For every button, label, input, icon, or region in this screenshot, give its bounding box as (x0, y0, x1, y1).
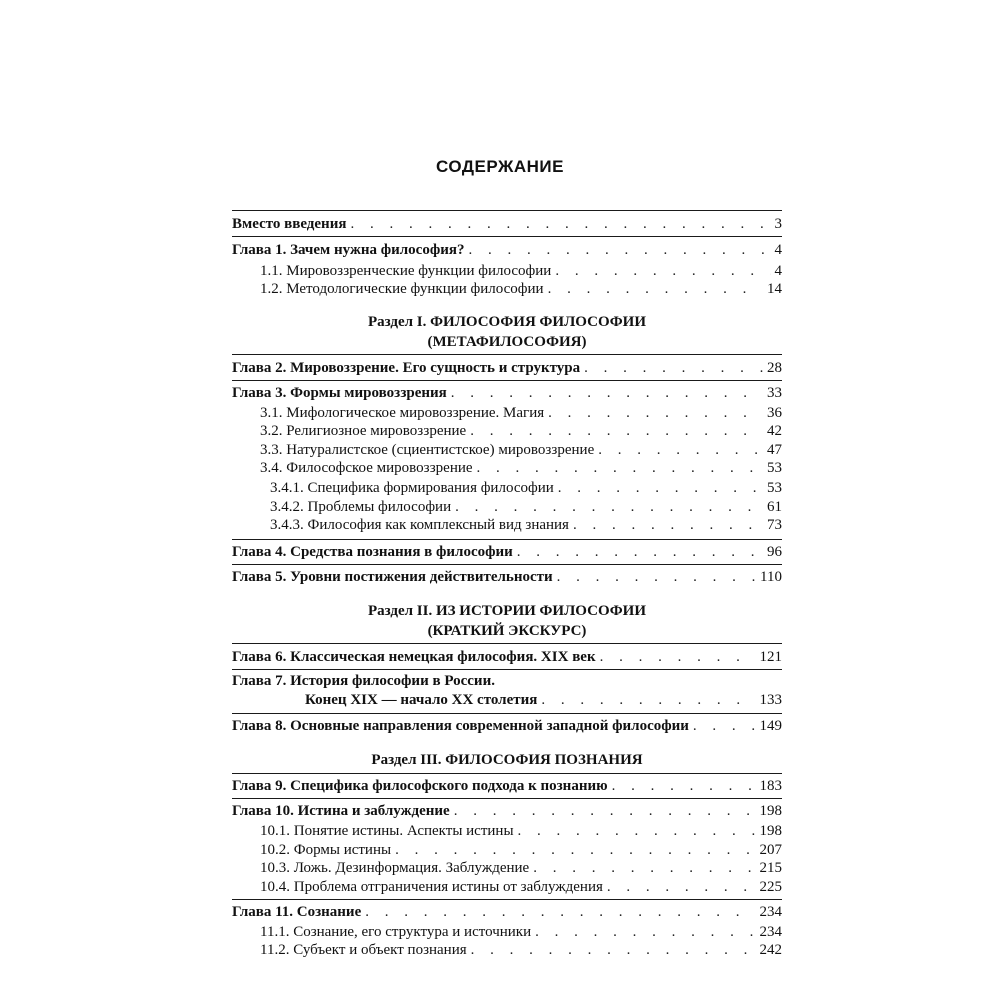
divider (232, 643, 782, 644)
toc-entry-label: 10.4. Проблема отграничения истины от заблуждения (260, 879, 603, 895)
toc-entry-page: 28 (767, 360, 782, 376)
divider (232, 669, 782, 670)
toc-entry-section-11-2[interactable] (260, 940, 782, 960)
toc-entry-section-10-4[interactable] (260, 877, 782, 897)
dot-leader (607, 877, 756, 897)
toc-entry-page: 207 (759, 842, 782, 858)
toc-entry-section-3-4-1[interactable] (270, 478, 782, 498)
dot-leader (548, 403, 763, 423)
toc-entry-chapter-3[interactable] (232, 383, 782, 403)
divider (232, 899, 782, 900)
part-heading-1 (232, 312, 782, 352)
toc-entry-section-11-1[interactable] (260, 922, 782, 942)
toc-entry-label: 1.1. Мировоззренческие функции философии (260, 263, 552, 279)
toc-entry-label: Глава 4. Средства познания в философии (232, 544, 513, 560)
toc-entry-section-3-4-3[interactable] (270, 515, 782, 535)
toc-entry-label-line: Глава 7. История философии в России. (232, 673, 495, 689)
toc-entry-section-1-2[interactable] (260, 279, 782, 299)
toc-entry-page: 4 (774, 263, 782, 279)
toc-entry-page: 73 (767, 517, 782, 533)
toc-entry-section-3-4[interactable] (260, 458, 782, 478)
toc-entry-section-10-1[interactable] (260, 821, 782, 841)
dot-leader (468, 240, 770, 260)
dot-leader (454, 801, 756, 821)
toc-entry-page: 183 (759, 778, 782, 794)
toc-entry-page: 96 (767, 544, 782, 560)
toc-entry-label: 10.1. Понятие истины. Аспекты истины (260, 823, 514, 839)
toc-entry-label: 3.4.1. Специфика формирования философии (270, 480, 554, 496)
toc-entry-page: 234 (759, 924, 782, 940)
toc-entry-label: 3.3. Натуралистское (сциентистское) мировоззрение (260, 442, 595, 458)
toc-entry-section-10-2[interactable] (260, 840, 782, 860)
divider (232, 713, 782, 714)
toc-entry-page: 133 (759, 692, 782, 708)
dot-leader (558, 478, 763, 498)
toc-entry-page: 215 (759, 860, 782, 876)
dot-leader (541, 690, 755, 710)
toc-entry-section-10-3[interactable] (260, 858, 782, 878)
toc-entry-chapter-6[interactable] (232, 647, 782, 667)
dot-leader (693, 716, 756, 736)
divider (232, 539, 782, 540)
toc-entry-label: 1.2. Методологические функции философии (260, 281, 544, 297)
dot-leader (350, 214, 770, 234)
toc-entry-label: Глава 5. Уровни постижения действительности (232, 569, 553, 585)
dot-leader (598, 440, 763, 460)
dot-leader (555, 261, 770, 281)
toc-entry-label: 3.4. Философское мировоззрение (260, 460, 473, 476)
toc-entry-chapter-8[interactable] (232, 716, 782, 736)
toc-entry-label: Глава 11. Сознание (232, 904, 362, 920)
toc-entry-label: 10.3. Ложь. Дезинформация. Заблуждение (260, 860, 530, 876)
toc-entry-page: 234 (759, 904, 782, 920)
toc-entry-label: 3.2. Религиозное мировоззрение (260, 423, 467, 439)
dot-leader (365, 902, 755, 922)
toc-entry-label: 10.2. Формы истины (260, 842, 392, 858)
dot-leader (477, 458, 763, 478)
toc-entry-chapter-1[interactable] (232, 240, 782, 260)
dot-leader (517, 542, 763, 562)
dot-leader (557, 567, 756, 587)
part-heading-line: (МЕТАФИЛОСОФИЯ) (427, 334, 587, 350)
toc-entry-label: 11.1. Сознание, его структура и источники (260, 924, 532, 940)
part-heading-2 (232, 601, 782, 641)
toc-entry-label: Глава 2. Мировоззрение. Его сущность и структура (232, 360, 581, 376)
toc-entry-page: 47 (767, 442, 782, 458)
toc-entry-page: 149 (759, 718, 782, 734)
toc-entry-chapter-2[interactable] (232, 358, 782, 378)
divider (232, 773, 782, 774)
toc-entry-page: 4 (774, 242, 782, 258)
dot-leader (451, 383, 763, 403)
dot-leader (395, 840, 755, 860)
toc-entry-page: 53 (767, 480, 782, 496)
toc-entry-page: 53 (767, 460, 782, 476)
divider (232, 354, 782, 355)
dot-leader (548, 279, 763, 299)
toc-entry-page: 242 (759, 942, 782, 958)
toc-entry-label: Глава 10. Истина и заблуждение (232, 803, 450, 819)
divider (232, 380, 782, 381)
dot-leader (455, 497, 763, 517)
toc-entry-page: 36 (767, 405, 782, 421)
toc-entry-page: 61 (767, 499, 782, 515)
toc-entry-chapter-7[interactable] (232, 672, 782, 710)
toc-entry-label: Глава 9. Специфика философского подхода к познанию (232, 778, 608, 794)
toc-entry-label: Глава 8. Основные направления современной западной философии (232, 718, 689, 734)
part-heading-3 (232, 750, 782, 770)
toc-entry-page: 121 (759, 649, 782, 665)
part-heading-line: Раздел III. ФИЛОСОФИЯ ПОЗНАНИЯ (371, 752, 643, 768)
toc-entry-label: Глава 3. Формы мировоззрения (232, 385, 447, 401)
toc-entry-section-3-4-2[interactable] (270, 497, 782, 517)
divider (232, 236, 782, 237)
divider (232, 798, 782, 799)
part-heading-line: Раздел II. ИЗ ИСТОРИИ ФИЛОСОФИИ (367, 603, 647, 619)
toc-entry-label: 3.4.2. Проблемы философии (270, 499, 452, 515)
toc-entry-section-1-1[interactable] (260, 261, 782, 281)
toc-entry-label: 11.2. Субъект и объект познания (260, 942, 467, 958)
dot-leader (471, 940, 756, 960)
divider (232, 210, 782, 211)
toc-entry-label-line: Конец XIX — начало XX столетия (305, 692, 538, 708)
toc-entry-chapter-4[interactable] (232, 542, 782, 562)
toc-entry-page: 14 (767, 281, 782, 297)
toc-entry-label: Глава 6. Классическая немецкая философия. XIX век (232, 649, 596, 665)
toc-entry-chapter-9[interactable] (232, 776, 782, 796)
toc-entry-section-3-1[interactable] (260, 403, 782, 423)
toc-entry-chapter-5[interactable] (232, 567, 782, 587)
toc-entry-label: Вместо введения (232, 216, 347, 232)
page-title: СОДЕРЖАНИЕ (436, 157, 564, 176)
dot-leader (600, 647, 756, 667)
dot-leader (470, 421, 763, 441)
toc-entry-intro[interactable] (232, 214, 782, 234)
toc-entry-page: 110 (760, 569, 782, 585)
toc-entry-page: 42 (767, 423, 782, 439)
toc-entry-chapter-10[interactable] (232, 801, 782, 821)
dot-leader (612, 776, 756, 796)
dot-leader (573, 515, 763, 535)
toc-entry-page: 198 (759, 803, 782, 819)
toc-entry-section-3-2[interactable] (260, 421, 782, 441)
part-heading-line: Раздел I. ФИЛОСОФИЯ ФИЛОСОФИИ (367, 314, 647, 330)
dot-leader (535, 922, 755, 942)
toc-entry-page: 3 (774, 216, 782, 232)
divider (232, 564, 782, 565)
toc-entry-label: Глава 1. Зачем нужна философия? (232, 242, 465, 258)
toc-entry-label: 3.1. Мифологическое мировоззрение. Магия (260, 405, 545, 421)
toc-entry-page: 225 (759, 879, 782, 895)
toc-entry-chapter-11[interactable] (232, 902, 782, 922)
toc-entry-page: 198 (759, 823, 782, 839)
toc-entry-label (232, 672, 537, 710)
dot-leader (518, 821, 756, 841)
part-heading-line: (КРАТКИЙ ЭКСКУРС) (427, 623, 587, 639)
toc-entry-page: 33 (767, 385, 782, 401)
dot-leader (533, 858, 755, 878)
dot-leader (584, 358, 763, 378)
toc-entry-section-3-3[interactable] (260, 440, 782, 460)
toc-entry-label: 3.4.3. Философия как комплексный вид знания (270, 517, 569, 533)
